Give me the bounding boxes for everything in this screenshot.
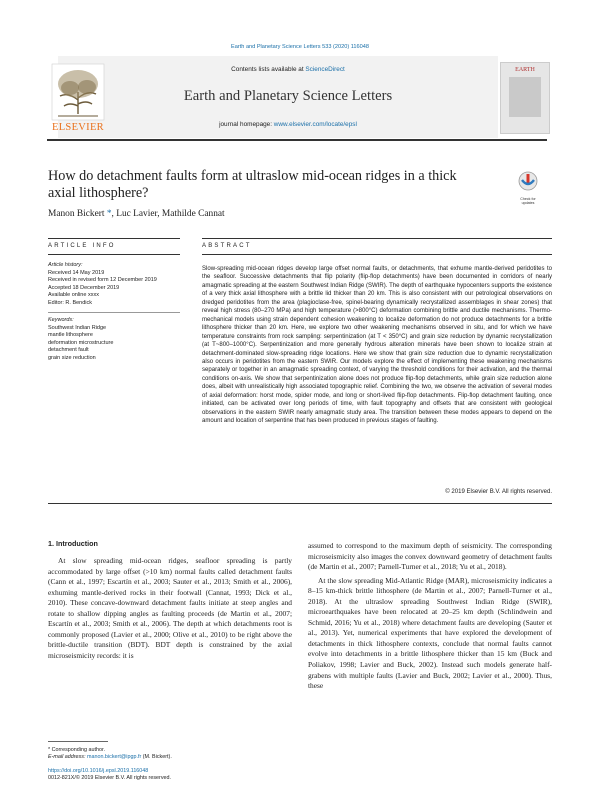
keyword-item: grain size reduction xyxy=(48,354,96,361)
history-item: Accepted 18 December 2019 xyxy=(48,284,120,291)
contents-available xyxy=(108,66,468,73)
abstract-top-rule xyxy=(202,238,552,239)
corresponding-author-footnote xyxy=(48,747,292,761)
article-info-block xyxy=(48,262,180,362)
footnote-mark-text: * Corresponding author. xyxy=(48,747,105,753)
abstract-heading: ABSTRACT xyxy=(202,243,252,249)
body-column-left xyxy=(48,548,292,661)
author-rest[interactable]: , Luc Lavier, Mathilde Cannat xyxy=(111,209,225,219)
keyword-item: mantle lithosphere xyxy=(48,332,93,338)
check-for-updates-label: Check for updates xyxy=(520,197,536,205)
intro-paragraph: assumed to correspond to the maximum depth of seismicity. The corresponding microseismicity also images the convex downward geometry of detachment faults (de Martin et al., 2007; Parnell-Turner et al., 2018; Yu et al., 2018). xyxy=(308,541,552,572)
keywords-divider xyxy=(48,312,180,313)
footnote-email-line xyxy=(48,754,292,761)
article-info-heading: ARTICLE INFO xyxy=(48,243,116,249)
sciencedirect-link[interactable]: ScienceDirect xyxy=(305,66,345,73)
abstract-bottom-rule xyxy=(48,503,552,504)
email-suffix: (M. Bickert). xyxy=(142,754,172,760)
email-link[interactable]: manon.bickert@ipgp.fr xyxy=(86,754,142,760)
keywords-label: Keywords: xyxy=(48,317,74,323)
keyword-item: Southwest Indian Ridge xyxy=(48,324,107,331)
keyword-item: detachment fault xyxy=(48,347,89,353)
author-first[interactable]: Manon Bickert xyxy=(48,209,105,219)
article-info-heading-rule xyxy=(48,254,180,255)
author-list xyxy=(48,209,225,219)
intro-paragraph: At the slow spreading Mid-Atlantic Ridge (MAR), microseismicity indicates a 8–15 km-thick brittle lithosphere (de Martin et al., 2007; Parnell-Turner et al., 2018). At the ultraslow spreading Southwest Indian Ridge (SWIR), microearthquakes have been relocated at 20–25 km depth (Schlindwein and Schmid, 2016; Yu et al., 2018) where detachment faults are developing (Sauter et al., 2013). Yet, numerical experiments that have explored the development of detachments in thick lithosphere contexts, conclude that normal faults cannot evolve into detachments in a brittle lithosphere thicker than 15 km (Buck and Poliakov, 1998; Lavier and Buck, 2002). Instead such models generate half-grabens with multiple faults (Lavier and Buck, 2002; Lavier et al., 2000). Thus, these xyxy=(308,575,552,691)
article-title: How do detachment faults form at ultraslow mid-ocean ridges in a thick axial lithosphere? xyxy=(48,168,457,201)
check-for-updates-badge[interactable] xyxy=(508,170,548,205)
abstract-heading-rule xyxy=(202,254,552,255)
abstract-copyright: © 2019 Elsevier B.V. All rights reserved. xyxy=(445,489,552,495)
intro-paragraph: At slow spreading mid-ocean ridges, seafloor spreading is partly accommodated by large offset (>10 km) normal faults called detachment faults (Cann et al., 1997; Escartín et al., 2003; Sauter et al., 2013; Smith et al., 2006), exhuming mantle-derived rocks in their footwall (Cannat, 1993; Dick et al., 2010). These concave-downward detachment faults initiate at steep angles and rotate to shallow dipping angles as faulting proceeds (de Martin et al., 2007; Escartín et al., 2003; Smith et al., 2006). The depth at which detachments root is commonly proposed (Lavier et al., 2000; Olive et al., 2010) to be right above the brittle-ductile transition (BDT). BDT depth is constrained by the axial microseismicity records: it is xyxy=(48,556,292,660)
publisher-name: ELSEVIER xyxy=(52,122,104,133)
journal-homepage xyxy=(108,121,468,128)
corresponding-author-mark[interactable]: * xyxy=(106,209,112,219)
history-label: Article history: xyxy=(48,262,83,268)
elsevier-logo xyxy=(48,62,108,136)
history-item: Editor: R. Bendick xyxy=(48,299,93,306)
keyword-item: deformation microstructure xyxy=(48,339,114,346)
journal-cover-thumbnail xyxy=(500,62,550,134)
history-item: Received in revised form 12 December 2019 xyxy=(48,277,157,283)
issn-line: 0012-821X/© 2019 Elsevier B.V. All rights reserved. xyxy=(48,775,172,781)
body-column-right xyxy=(308,541,552,692)
article-info-top-rule xyxy=(48,238,180,239)
history-item: Received 14 May 2019 xyxy=(48,269,105,276)
header-divider xyxy=(47,139,547,141)
page-footer xyxy=(48,768,348,782)
section-heading-introduction: 1. Introduction xyxy=(48,539,98,548)
email-label: E-mail address: xyxy=(48,754,86,760)
homepage-link[interactable]: www.elsevier.com/locate/epsl xyxy=(273,121,357,128)
abstract-text: Slow-spreading mid-ocean ridges develop large offset normal faults, or detachments, that exhume mantle-derived peridotites to the seafloor. Successive detachments that flip polarity (flip-flop detachments) have been documented in corridors of nearly amagmatic spreading at the eastern Southwest Indian Ridge (SWIR). The depth of earthquake hypocenters supports the existence of a very thick axial lithosphere with a brittle lid thicker than 20 km. This is also consistent with our petrological observations on dredged peridotites from the area (plagioclase-free, spinel-bearing dynamically recrystallized assemblages in shear zones) that reveal high stress (80–270 MPa) and high temperature (>800°C) deformation combining brittle and ductile mechanisms. Thermo-mechanical models using strain dependent cohesion weakening to localize deformation do not produce detachments for a brittle lithosphere thicker than 20 km. Here, we explore two other weakening mechanisms observed in situ, and for which we have temperature constraints from rock sampling: serpentinization (at T < 350°C) and grain size reduction by dynamic recrystallization (at T~800–1000°C). Serpentinization and more generally hydrous alteration minerals have been shown to localize strain at detachment-dominated slow-spreading ridge locations. Here we show that grain size reduction due to dynamic recrystallization also occurs in peridotites from the eastern SWIR. Our models explore the effect of implementing these weakening mechanisms separately or together in an amagmatic spreading context, of varying the threshold conditions for their activation, and the thermal conditions on-axis. We show that serpentinization alone does not produce flip-flop detachments, while grain size reduction alone does, albeit with unrealistically high associated topographic relief. Combining the two, we observe the activation of several modes of axial deformation: horst mode, spider mode, and long or short-lived flip-flop detachments. Flip-flop detachment faulting, once initiated, can be activated over long periods of time, with fault topography and offsets that are consistent with geological observations in the eastern SWIR nearly amagmatic study area. The transition between these modes appears to depend on the amount and location of serpentine that has been produced in previous stages of faulting. xyxy=(202,266,552,425)
journal-title: Earth and Planetary Science Letters xyxy=(183,88,393,104)
contents-prefix: Contents lists available at xyxy=(231,66,304,73)
check-for-updates-icon xyxy=(508,170,548,192)
history-item: Available online xxxx xyxy=(48,292,99,298)
cover-title: EARTH xyxy=(515,67,535,73)
cover-image xyxy=(509,77,541,117)
footnote-rule xyxy=(48,741,108,742)
journal-citation-link[interactable]: Earth and Planetary Science Letters 533 (2020) 116048 xyxy=(231,44,369,50)
doi-link[interactable]: https://doi.org/10.1016/j.epsl.2019.116048 xyxy=(48,768,149,774)
homepage-prefix: journal homepage: xyxy=(219,121,273,128)
